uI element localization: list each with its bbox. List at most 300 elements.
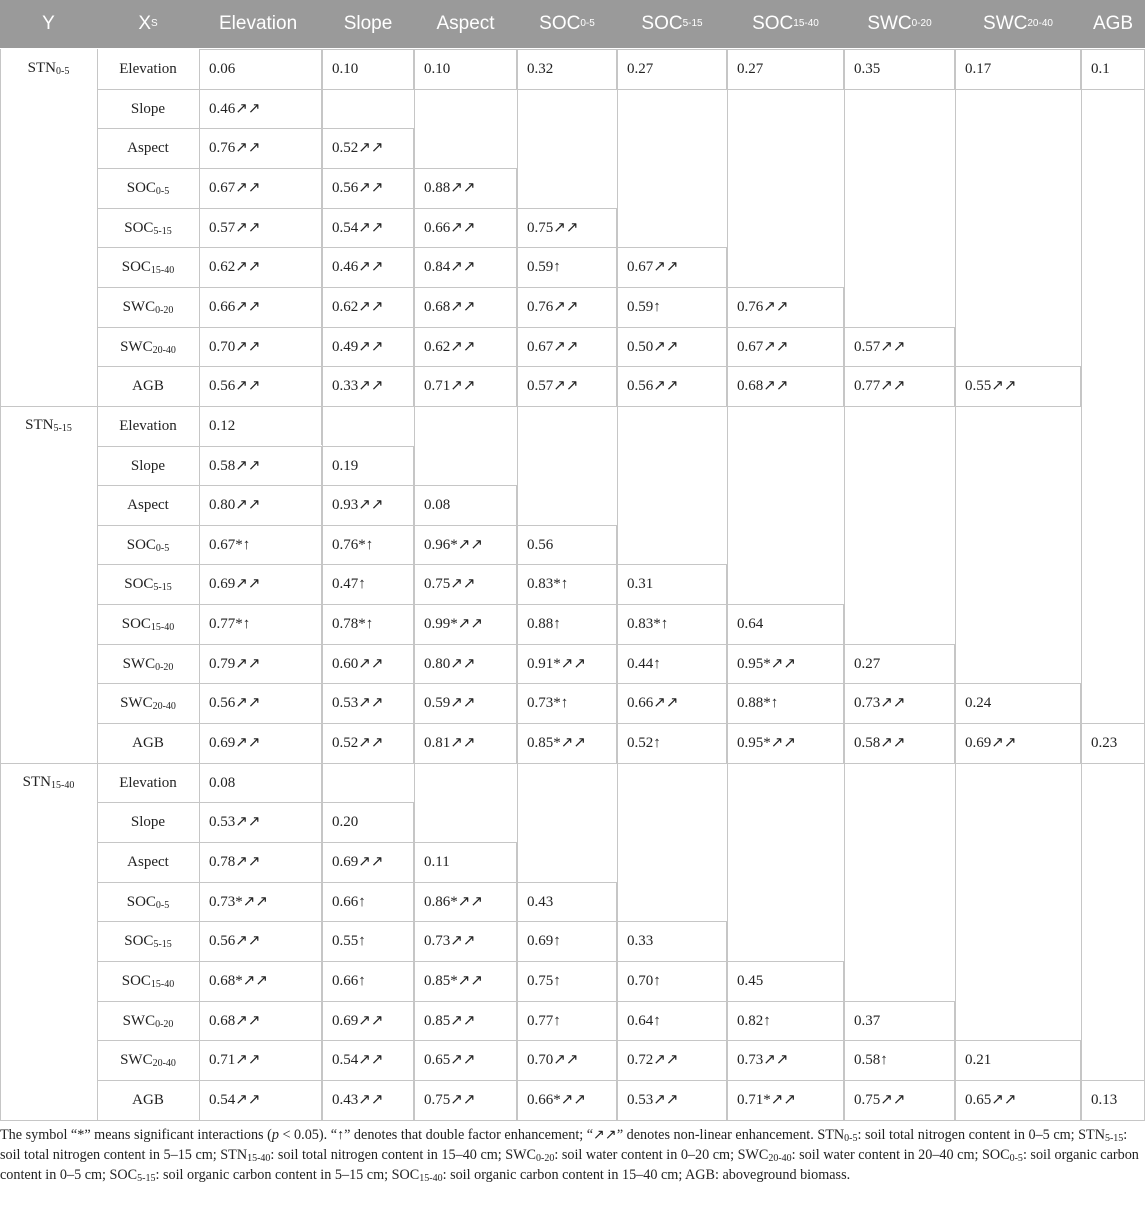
q-value-cell: 0.52↑ — [627, 735, 661, 752]
q-value-cell: 0.71↗↗ — [209, 1052, 261, 1069]
grid-line — [322, 921, 414, 922]
grid-line — [199, 49, 200, 89]
grid-line — [199, 128, 200, 168]
grid-line — [199, 287, 200, 327]
q-value-cell: 0.17 — [965, 61, 992, 77]
grid-line — [517, 525, 617, 526]
grid-line — [199, 49, 322, 50]
column-header: Y — [0, 0, 97, 48]
grid-line — [199, 247, 322, 248]
grid-line — [199, 168, 200, 208]
grid-line — [97, 366, 199, 367]
grid-line — [844, 1080, 955, 1081]
grid-line — [97, 961, 199, 962]
grid-line — [617, 1120, 727, 1121]
grid-line — [414, 49, 517, 50]
grid-line — [414, 683, 517, 684]
q-value-cell: 0.76*↑ — [332, 536, 374, 553]
q-value-cell: 0.59↗↗ — [424, 695, 476, 712]
q-value-cell: 0.50↗↗ — [627, 338, 679, 355]
grid-line — [844, 1040, 955, 1041]
q-value-cell: 0.62↗↗ — [209, 259, 261, 276]
grid-line — [199, 842, 322, 843]
grid-line — [517, 1040, 617, 1041]
grid-line — [322, 842, 414, 843]
x-variable-label: $SOC_{5-15}$ — [124, 576, 172, 594]
q-value-cell: 0.75↗↗ — [854, 1091, 906, 1108]
grid-line — [97, 1040, 199, 1041]
grid-line — [727, 644, 844, 645]
grid-line — [97, 882, 199, 883]
q-value-cell: 0.69↗↗ — [209, 735, 261, 752]
grid-line — [97, 683, 199, 684]
q-value-cell: 0.73↗↗ — [737, 1052, 789, 1069]
x-variable-label: AGB — [132, 378, 164, 395]
grid-line — [517, 327, 617, 328]
grid-line — [955, 683, 1081, 684]
q-value-cell: 0.21 — [965, 1052, 992, 1069]
x-variable-label: $SWC_{20-40}$ — [120, 695, 176, 713]
x-variable-label: $SOC_{0-5}$ — [126, 179, 170, 197]
x-variable-label: $SWC_{0-20}$ — [122, 298, 174, 316]
q-value-cell: 0.55↑ — [332, 933, 366, 950]
q-value-cell: 0.08 — [209, 774, 236, 791]
q-value-cell: 0.66↗↗ — [424, 219, 476, 236]
q-value-cell: 0.69↗↗ — [332, 1012, 384, 1029]
grid-line — [322, 604, 414, 605]
grid-line — [727, 49, 728, 1120]
grid-line — [414, 406, 517, 407]
q-value-cell: 0.99*↗↗ — [424, 616, 483, 633]
x-variable-label: $SOC_{15-40}$ — [121, 259, 175, 277]
y-variable-label: $STN_{15-40}$ — [22, 773, 75, 791]
q-value-cell: 0.56↗↗ — [332, 179, 384, 196]
grid-line — [844, 366, 955, 367]
grid-line — [955, 723, 1081, 724]
q-value-cell: 0.56↗↗ — [209, 378, 261, 395]
grid-line — [414, 485, 517, 486]
q-value-cell: 0.69↗↗ — [965, 735, 1017, 752]
grid-line — [517, 49, 518, 1120]
x-variable-label: $SWC_{0-20}$ — [122, 655, 174, 673]
grid-line — [97, 287, 199, 288]
q-value-cell: 0.08 — [424, 497, 451, 514]
grid-line — [97, 763, 199, 764]
x-variable-label: $SOC_{15-40}$ — [121, 972, 175, 990]
grid-line — [199, 604, 322, 605]
grid-line — [199, 247, 200, 287]
x-variable-label: Elevation — [119, 61, 177, 77]
x-variable-label: Slope — [130, 457, 166, 474]
grid-line — [199, 961, 200, 1001]
grid-line — [414, 49, 415, 1120]
grid-line — [199, 525, 322, 526]
grid-line — [199, 1001, 200, 1041]
q-value-cell: 0.67*↑ — [209, 536, 251, 553]
grid-line — [322, 683, 414, 684]
grid-line — [517, 287, 617, 288]
q-value-cell: 0.23 — [1091, 735, 1118, 752]
q-value-cell: 0.13 — [1091, 1091, 1118, 1108]
grid-line — [322, 406, 414, 407]
grid-line — [844, 683, 955, 684]
grid-line — [414, 1001, 517, 1002]
y-variable-label: $STN_{0-5}$ — [27, 60, 70, 77]
column-header: SOC 15-40 — [727, 0, 844, 48]
grid-line — [322, 327, 414, 328]
grid-line — [199, 1120, 322, 1121]
column-header: SOC 5-15 — [617, 0, 727, 48]
grid-line — [844, 49, 845, 1120]
grid-line — [1081, 723, 1145, 724]
q-value-cell: 0.73*↑ — [527, 695, 569, 712]
grid-line — [199, 961, 322, 962]
table-footnote: The symbol “*” means significant interactions (p < 0.05). “↑” denotes that double factor enhancement; “↗↗” denotes non-linear enhancement. $STN_{0-5}$: soil total nitrogen content in 0–5 cm; $STN_{5-15}$: soil total nitrogen content in 5–15 cm; $STN_{15-40}$: soil total nitrogen content in 15–40 cm; $SWC_{0-20}$: soil water content in 0–20 cm; $SWC_{20-40}$: soil water content in 20–40 cm; $SOC_{0-5}$: soil organic carbon content in 0–5 cm; $SOC_{5-15}$: soil organic carbon content in 5–15 cm; $SOC_{15-40}$: soil organic carbon content in 15–40 cm; AGB: aboveground biomass. — [0, 1127, 1139, 1184]
grid-line — [199, 842, 200, 882]
q-value-cell: 0.70↑ — [627, 972, 661, 989]
grid-line — [414, 525, 517, 526]
q-value-cell: 0.83*↑ — [527, 576, 569, 593]
grid-line — [322, 49, 323, 1120]
grid-line — [1081, 49, 1082, 1120]
grid-line — [617, 564, 727, 565]
grid-line — [727, 763, 844, 764]
grid-line — [199, 485, 322, 486]
grid-line — [97, 723, 199, 724]
grid-line — [199, 644, 200, 684]
grid-line — [517, 763, 617, 764]
q-value-cell: 0.33 — [627, 933, 654, 950]
q-value-cell: 0.93↗↗ — [332, 497, 384, 514]
grid-line — [199, 525, 200, 565]
grid-line — [322, 961, 414, 962]
q-value-cell: 0.80↗↗ — [209, 497, 261, 514]
grid-line — [517, 1080, 617, 1081]
grid-line — [617, 49, 618, 1120]
grid-line — [322, 763, 414, 764]
grid-line — [97, 327, 199, 328]
q-value-cell: 0.64 — [737, 616, 764, 633]
grid-line — [1081, 763, 1145, 764]
grid-line — [199, 208, 322, 209]
q-value-cell: 0.58↗↗ — [854, 735, 906, 752]
x-variable-label: $SOC_{0-5}$ — [126, 893, 170, 911]
q-value-cell: 0.72↗↗ — [627, 1052, 679, 1069]
q-value-cell: 0.35 — [854, 61, 881, 77]
q-value-cell: 0.10 — [424, 61, 451, 77]
grid-line — [97, 842, 199, 843]
grid-line — [199, 327, 200, 367]
grid-line — [199, 564, 322, 565]
q-value-cell: 0.75↗↗ — [424, 1091, 476, 1108]
x-variable-label: $SOC_{15-40}$ — [121, 616, 175, 634]
q-value-cell: 0.76↗↗ — [737, 298, 789, 315]
grid-line — [414, 842, 517, 843]
grid-line — [617, 406, 727, 407]
grid-line — [199, 802, 322, 803]
q-value-cell: 0.82↑ — [737, 1012, 771, 1029]
q-value-cell: 0.86*↗↗ — [424, 893, 483, 910]
grid-line — [199, 723, 200, 763]
grid-line — [97, 644, 199, 645]
q-value-cell: 0.53↗↗ — [209, 814, 261, 831]
grid-line — [322, 446, 414, 447]
grid-line — [955, 763, 1081, 764]
column-header: X S — [97, 0, 199, 48]
grid-line — [199, 723, 322, 724]
q-value-cell: 0.62↗↗ — [424, 338, 476, 355]
q-value-cell: 0.67↗↗ — [737, 338, 789, 355]
grid-line — [617, 723, 727, 724]
grid-line — [727, 1001, 844, 1002]
grid-line — [517, 208, 617, 209]
grid-line — [517, 89, 617, 90]
grid-line — [844, 1120, 955, 1121]
grid-line — [727, 683, 844, 684]
grid-line — [414, 1120, 517, 1121]
column-header: SOC 0-5 — [517, 0, 617, 48]
x-variable-label: Slope — [130, 814, 166, 831]
grid-line — [617, 247, 727, 248]
grid-line — [414, 168, 517, 169]
x-variable-label: Elevation — [119, 774, 177, 791]
grid-line — [97, 128, 199, 129]
q-value-cell: 0.67↗↗ — [209, 179, 261, 196]
q-value-cell: 0.69↗↗ — [209, 576, 261, 593]
grid-line — [199, 1001, 322, 1002]
grid-line — [97, 406, 199, 407]
grid-line — [414, 89, 517, 90]
grid-line — [97, 604, 199, 605]
grid-line — [1081, 1080, 1145, 1081]
grid-line — [727, 406, 844, 407]
q-value-cell: 0.49↗↗ — [332, 338, 384, 355]
q-value-cell: 0.70↗↗ — [209, 338, 261, 355]
q-value-cell: 0.58↗↗ — [209, 457, 261, 474]
grid-line — [844, 644, 955, 645]
grid-line — [727, 1080, 844, 1081]
q-value-cell: 0.71↗↗ — [424, 378, 476, 395]
grid-line — [97, 247, 199, 248]
grid-line — [322, 1040, 414, 1041]
grid-line — [517, 882, 617, 883]
grid-line — [199, 287, 322, 288]
grid-line — [199, 604, 200, 644]
grid-line — [727, 1040, 844, 1041]
q-value-cell: 0.62↗↗ — [332, 298, 384, 315]
grid-line — [199, 763, 322, 764]
grid-line — [617, 683, 727, 684]
q-value-cell: 0.54↗↗ — [209, 1091, 261, 1108]
q-value-cell: 0.27 — [627, 61, 654, 77]
q-value-cell: 0.80↗↗ — [424, 655, 476, 672]
q-value-cell: 0.32 — [527, 61, 554, 77]
q-value-cell: 0.76↗↗ — [527, 298, 579, 315]
q-value-cell: 0.66*↗↗ — [527, 1091, 586, 1108]
q-value-cell: 0.33↗↗ — [332, 378, 384, 395]
q-value-cell: 0.19 — [332, 457, 359, 474]
grid-line — [199, 683, 322, 684]
x-variable-label: Aspect — [127, 854, 169, 870]
q-value-cell: 0.66↗↗ — [209, 298, 261, 315]
q-value-cell: 0.69↗↗ — [332, 854, 384, 870]
grid-line — [322, 723, 414, 724]
q-value-cell: 0.66↗↗ — [627, 695, 679, 712]
q-value-cell: 0.77↗↗ — [854, 378, 906, 395]
q-value-cell: 0.54↗↗ — [332, 1052, 384, 1069]
q-value-cell: 0.1 — [1091, 61, 1110, 77]
q-value-cell: 0.56 — [527, 536, 554, 553]
q-value-cell: 0.77↑ — [527, 1012, 561, 1029]
q-value-cell: 0.46↗↗ — [209, 100, 261, 117]
q-value-cell: 0.45 — [737, 972, 764, 989]
grid-line — [414, 921, 517, 922]
q-value-cell: 0.68↗↗ — [737, 378, 789, 395]
q-value-cell: 0.06 — [209, 61, 236, 77]
grid-line — [322, 882, 414, 883]
grid-line — [617, 961, 727, 962]
q-value-cell: 0.57↗↗ — [209, 219, 261, 236]
q-value-cell: 0.31 — [627, 576, 654, 593]
column-header: SWC 0-20 — [844, 0, 955, 48]
grid-line — [617, 604, 727, 605]
x-variable-label: $SOC_{0-5}$ — [126, 536, 170, 554]
grid-line — [517, 49, 617, 50]
q-value-cell: 0.67↗↗ — [527, 338, 579, 355]
grid-line — [322, 287, 414, 288]
grid-line — [727, 961, 844, 962]
grid-line — [517, 1001, 617, 1002]
x-variable-label: AGB — [132, 1091, 164, 1108]
grid-line — [322, 247, 414, 248]
grid-line — [844, 89, 955, 90]
q-value-cell: 0.53↗↗ — [627, 1091, 679, 1108]
grid-line — [414, 723, 517, 724]
grid-line — [517, 921, 617, 922]
grid-line — [322, 564, 414, 565]
grid-line — [955, 89, 1081, 90]
grid-line — [199, 921, 200, 961]
grid-line — [199, 446, 322, 447]
grid-line — [0, 406, 97, 407]
q-value-cell: 0.24 — [965, 695, 992, 712]
grid-line — [727, 89, 844, 90]
q-value-cell: 0.68*↗↗ — [209, 972, 268, 989]
grid-line — [322, 525, 414, 526]
q-value-cell: 0.77*↑ — [209, 616, 251, 633]
grid-line — [322, 485, 414, 486]
q-value-cell: 0.66↑ — [332, 972, 366, 989]
grid-line — [97, 446, 199, 447]
grid-line — [517, 961, 617, 962]
grid-line — [199, 564, 200, 604]
grid-line — [414, 882, 517, 883]
grid-line — [617, 1001, 727, 1002]
grid-line — [97, 525, 199, 526]
q-value-cell: 0.58↑ — [854, 1052, 888, 1069]
grid-line — [1081, 89, 1145, 90]
grid-line — [199, 366, 322, 367]
q-value-cell: 0.66↑ — [332, 893, 366, 910]
grid-line — [414, 564, 517, 565]
q-value-cell: 0.46↗↗ — [332, 259, 384, 276]
grid-line — [322, 1080, 414, 1081]
q-value-cell: 0.85↗↗ — [424, 1012, 476, 1029]
q-value-cell: 0.37 — [854, 1012, 881, 1029]
grid-line — [199, 208, 200, 248]
grid-line — [0, 763, 97, 764]
q-value-cell: 0.56↗↗ — [209, 933, 261, 950]
grid-line — [414, 287, 517, 288]
grid-line — [322, 1001, 414, 1002]
grid-line — [727, 1120, 844, 1121]
grid-line — [322, 49, 414, 50]
grid-line — [199, 1080, 322, 1081]
grid-line — [199, 406, 200, 446]
grid-line — [517, 247, 617, 248]
q-value-cell: 0.52↗↗ — [332, 140, 384, 157]
q-value-cell: 0.73*↗↗ — [209, 893, 268, 910]
grid-line — [199, 1040, 322, 1041]
grid-line — [199, 128, 322, 129]
grid-line — [517, 644, 617, 645]
grid-line — [727, 366, 844, 367]
grid-line — [199, 882, 200, 922]
grid-line — [322, 208, 414, 209]
grid-line — [517, 683, 617, 684]
q-value-cell: 0.78↗↗ — [209, 854, 261, 870]
q-value-cell: 0.44↑ — [627, 655, 661, 672]
grid-line — [199, 89, 200, 129]
grid-line — [955, 1120, 1081, 1121]
q-value-cell: 0.65↗↗ — [965, 1091, 1017, 1108]
q-value-cell: 0.88↗↗ — [424, 179, 476, 196]
q-value-cell: 0.73↗↗ — [424, 933, 476, 950]
grid-line — [617, 89, 727, 90]
grid-line — [517, 723, 617, 724]
q-value-cell: 0.68↗↗ — [424, 298, 476, 315]
q-value-cell: 0.12 — [209, 417, 236, 434]
grid-line — [844, 406, 955, 407]
q-value-cell: 0.60↗↗ — [332, 655, 384, 672]
grid-line — [414, 961, 517, 962]
grid-line — [199, 683, 200, 723]
grid-line — [97, 1001, 199, 1002]
grid-line — [97, 1080, 199, 1081]
grid-line — [97, 921, 199, 922]
grid-line — [199, 921, 322, 922]
x-variable-label: Slope — [130, 100, 166, 117]
grid-line — [199, 882, 322, 883]
q-value-cell: 0.68↗↗ — [209, 1012, 261, 1029]
grid-line — [517, 1120, 617, 1121]
q-value-cell: 0.71*↗↗ — [737, 1091, 796, 1108]
grid-line — [199, 327, 322, 328]
grid-line — [199, 168, 322, 169]
grid-line — [955, 1080, 1081, 1081]
grid-line — [414, 208, 517, 209]
grid-line — [955, 49, 956, 1120]
grid-line — [199, 89, 322, 90]
q-value-cell: 0.64↑ — [627, 1012, 661, 1029]
column-header: Slope — [322, 0, 414, 48]
q-value-cell: 0.84↗↗ — [424, 259, 476, 276]
q-value-cell: 0.69↑ — [527, 933, 561, 950]
grid-line — [414, 763, 517, 764]
q-value-cell: 0.10 — [332, 61, 359, 77]
q-value-cell: 0.43 — [527, 893, 554, 910]
grid-line — [517, 604, 617, 605]
